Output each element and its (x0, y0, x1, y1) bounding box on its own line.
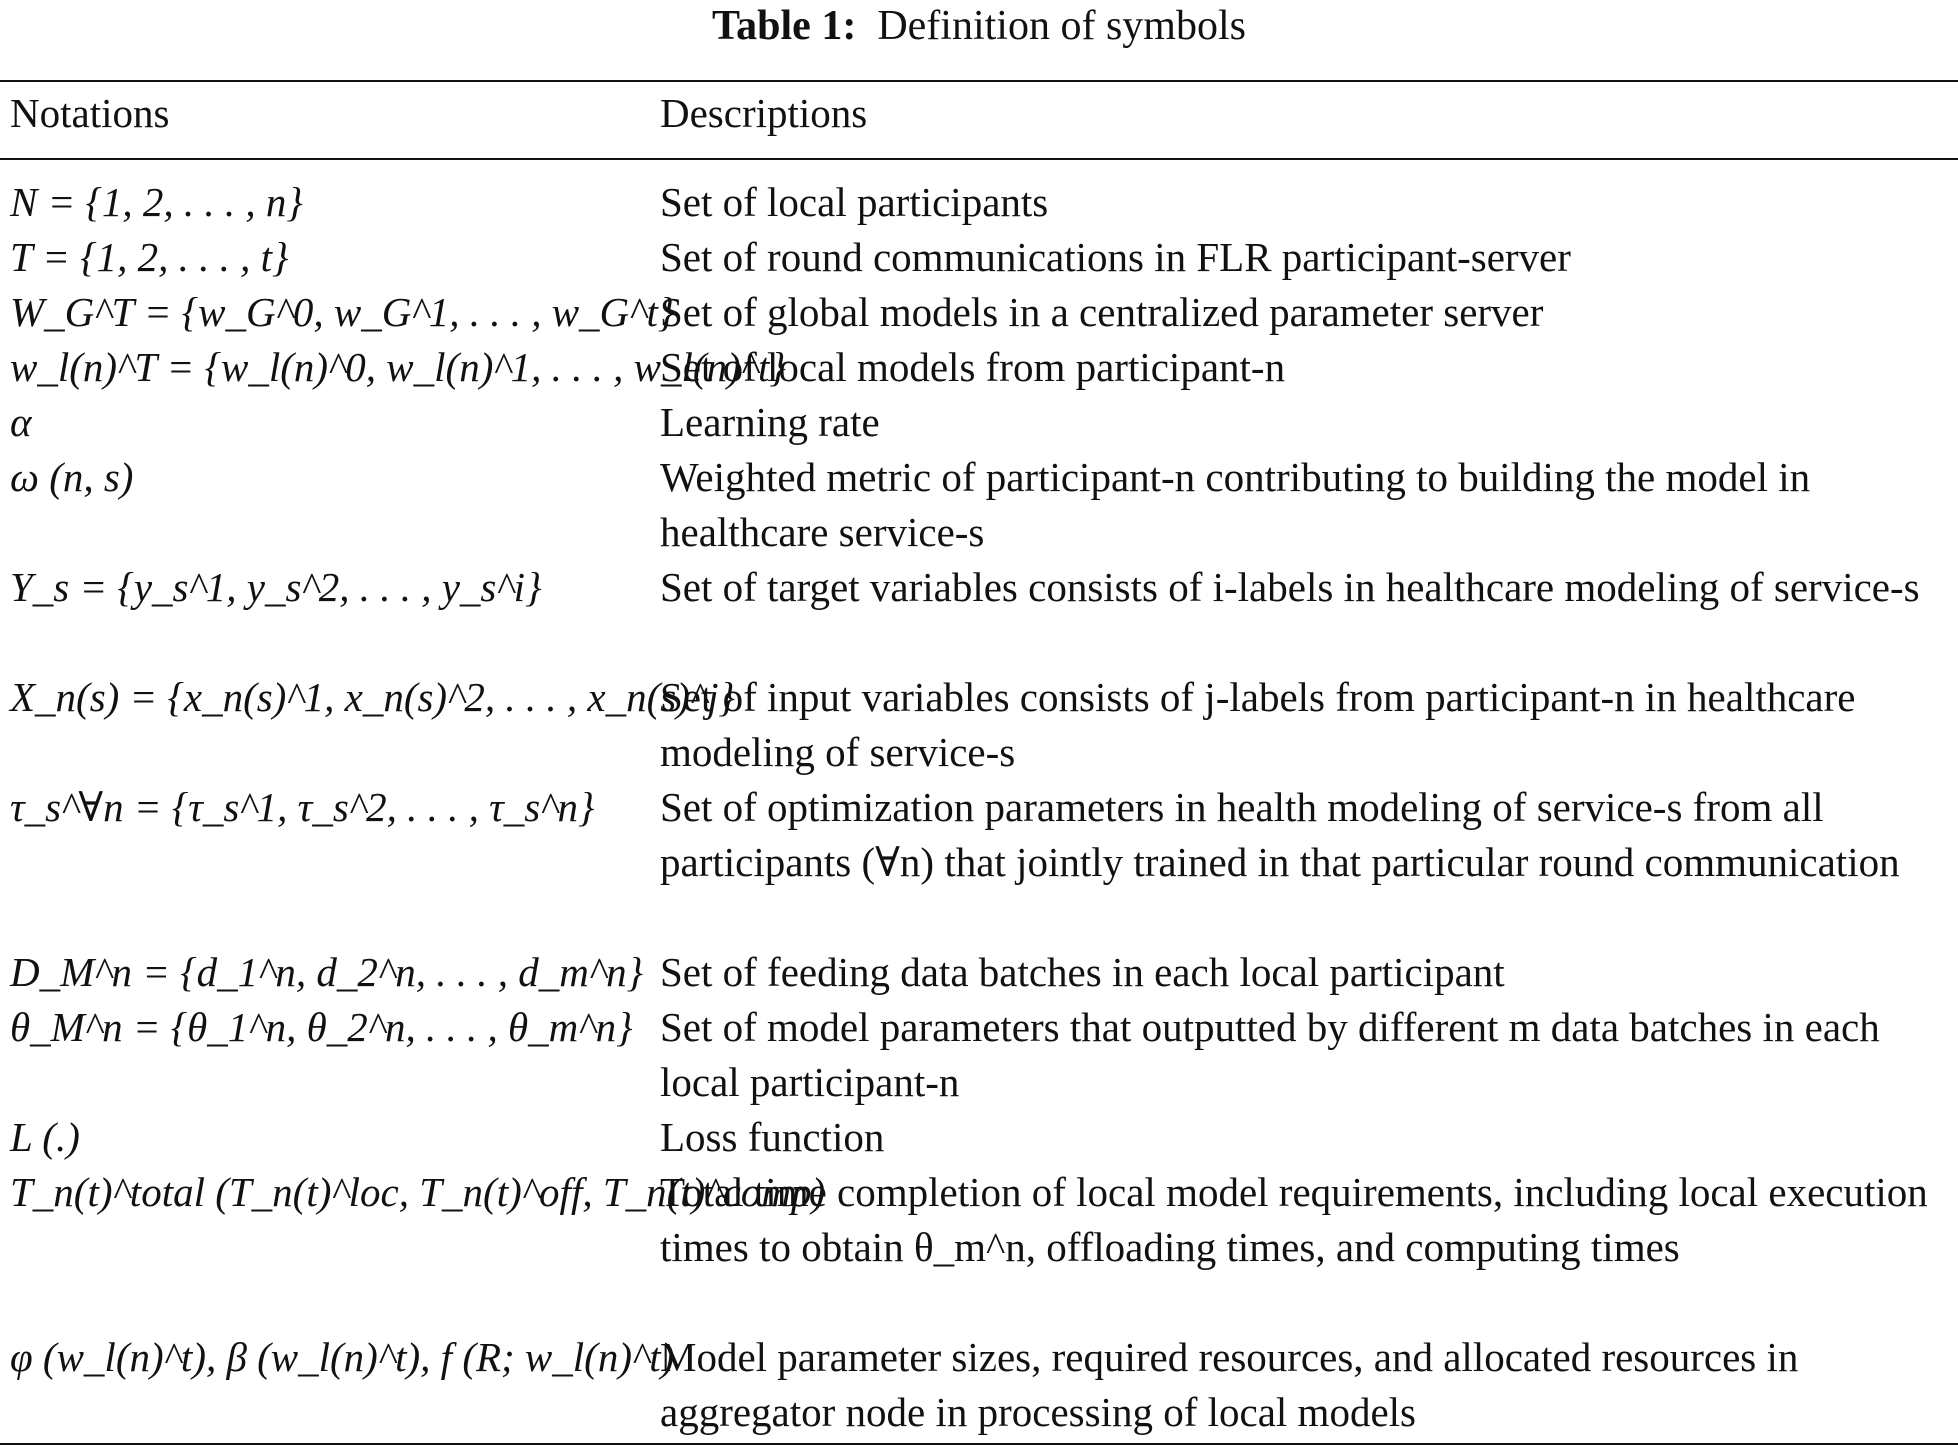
description-cell: Set of local participants (660, 179, 1049, 225)
description-cell: Set of model parameters that outputted by different m data batches in each local participant-n (660, 1004, 1880, 1105)
notation-cell: N = {1, 2, . . . , n} (10, 179, 303, 225)
header-rule (0, 158, 1958, 160)
table-row (0, 1000, 1958, 1110)
description-cell: Set of feeding data batches in each local participant (660, 949, 1505, 995)
notation-cell: φ (w_l(n)^t), β (w_l(n)^t), f (R; w_l(n)^t) (10, 1334, 675, 1380)
table-row (0, 1165, 1958, 1330)
notation-cell: w_l(n)^T = {w_l(n)^0, w_l(n)^1, . . . , w_l(n)^t} (10, 344, 786, 390)
description-cell: Weighted metric of participant-n contributing to building the model in healthcare service-s (660, 454, 1811, 555)
header-descriptions: Descriptions (660, 90, 868, 136)
notation-cell: θ_M^n = {θ_1^n, θ_2^n, . . . , θ_m^n} (10, 1004, 633, 1050)
table-row (0, 230, 1958, 285)
description-cell: Set of round communications in FLR participant-server (660, 234, 1571, 280)
notation-cell: L (.) (10, 1114, 80, 1160)
bottom-rule (0, 1443, 1958, 1445)
notation-cell: X_n(s) = {x_n(s)^1, x_n(s)^2, . . . , x_n(s)^j} (10, 674, 735, 720)
notation-cell: D_M^n = {d_1^n, d_2^n, . . . , d_m^n} (10, 949, 644, 995)
table-row (0, 285, 1958, 340)
table-body (0, 175, 1958, 1440)
table-row (0, 175, 1958, 230)
description-cell: Set of optimization parameters in health modeling of service-s from all participants (∀n) that jointly trained in that particular round communication (660, 784, 1900, 885)
notation-cell: T_n(t)^total (T_n(t)^loc, T_n(t)^off, T_n(t)^comp) (10, 1169, 826, 1215)
description-cell: Set of target variables consists of i-labels in healthcare modeling of service-s (660, 564, 1920, 610)
table-row (0, 945, 1958, 1000)
table-row (0, 560, 1958, 670)
table-caption (0, 2, 1958, 50)
table-row (0, 670, 1958, 780)
table-row (0, 780, 1958, 945)
table-row (0, 450, 1958, 560)
header-notations: Notations (10, 90, 170, 136)
notation-cell: ω (n, s) (10, 454, 134, 500)
description-cell: Set of global models in a centralized parameter server (660, 289, 1544, 335)
description-cell: Total time completion of local model requirements, including local execution times to obtain θ_m^n, offloading times, and computing times (660, 1169, 1928, 1270)
notation-cell: α (10, 399, 32, 445)
description-cell: Loss function (660, 1114, 885, 1160)
table-row (0, 395, 1958, 450)
table-row (0, 340, 1958, 395)
table-caption-title: Definition of symbols (877, 3, 1246, 49)
description-cell: Model parameter sizes, required resources, and allocated resources in aggregator node in processing of local models (660, 1334, 1799, 1435)
table-row (0, 1330, 1958, 1440)
notation-cell: Y_s = {y_s^1, y_s^2, . . . , y_s^i} (10, 564, 542, 610)
top-rule (0, 80, 1958, 82)
notation-cell: W_G^T = {w_G^0, w_G^1, . . . , w_G^t} (10, 289, 675, 335)
description-cell: Learning rate (660, 399, 880, 445)
table-row (0, 1110, 1958, 1165)
notation-cell: T = {1, 2, . . . , t} (10, 234, 289, 280)
description-cell: Set of input variables consists of j-labels from participant-n in healthcare modeling of service-s (660, 674, 1856, 775)
notation-cell: τ_s^∀n = {τ_s^1, τ_s^2, . . . , τ_s^n} (10, 784, 595, 830)
table-caption-label: Table 1: (712, 3, 857, 49)
description-cell: Set of local models from participant-n (660, 344, 1286, 390)
